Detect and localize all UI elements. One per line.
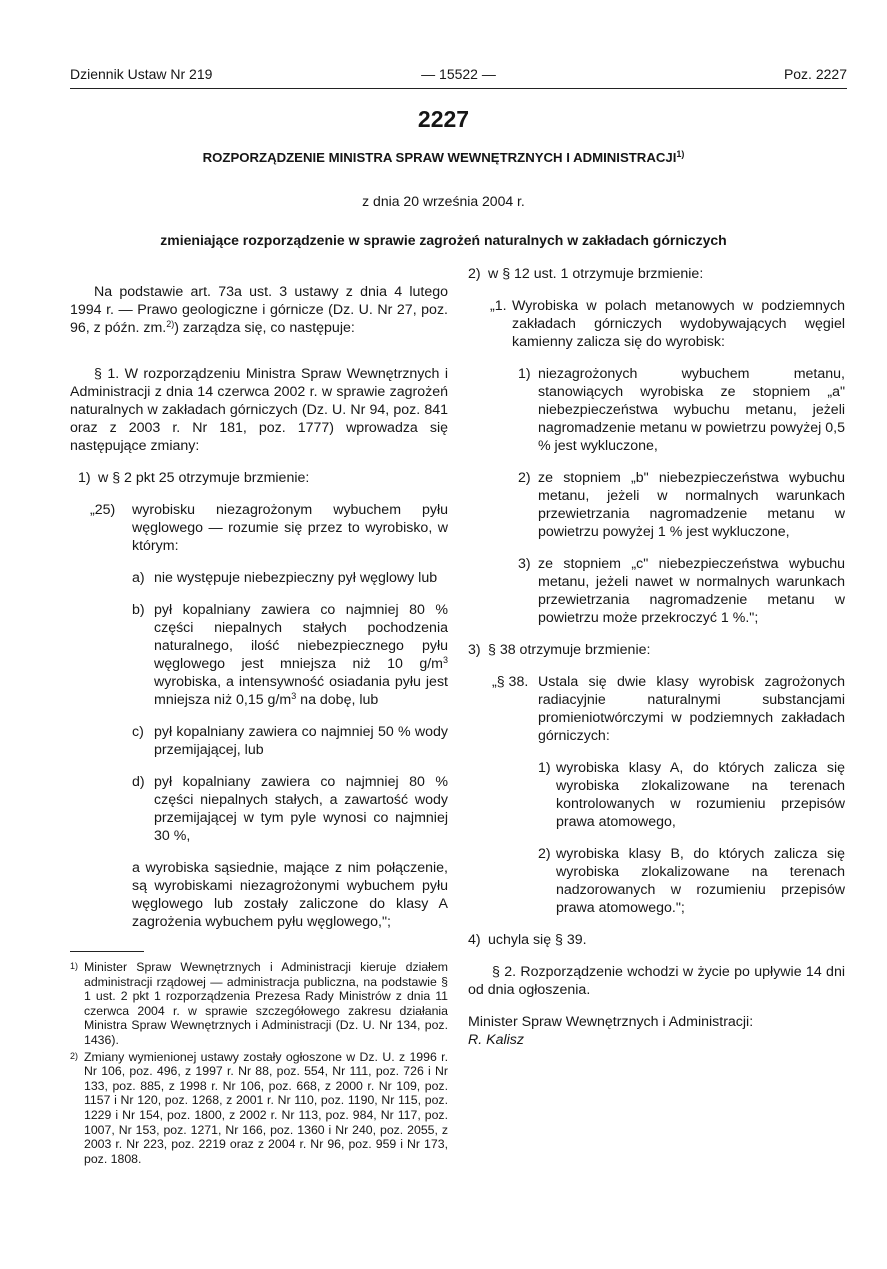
change-4 bbox=[468, 931, 845, 949]
journal-name: Dziennik Ustaw Nr 219 bbox=[70, 66, 213, 82]
position-number: 2227 bbox=[417, 106, 470, 132]
document-title bbox=[0, 150, 887, 165]
superscript: 3 bbox=[442, 655, 448, 665]
list-item-label: 1) bbox=[538, 760, 551, 776]
list-item-text: wyrobiska klasy B, do których zalicza się wyrobiska zlokalizowane na terenach nadzorowanych w rozumieniu przepisów prawa atomowego."; bbox=[556, 846, 845, 916]
change-1 bbox=[78, 469, 448, 487]
list-item-text: pył kopalniany zawiera co najmniej 80 % części niepalnych stałych pochodzenia naturalnego, ilość niebezpiecznego pyłu węglowego jest mniejsza niż 10 g/m bbox=[154, 602, 448, 672]
quote-text: Wyrobiska w polach metanowych w podziemnych zakładach górniczych wydobywających węgiel kamienny zalicza się do wyrobisk: bbox=[512, 298, 845, 350]
superscript: 3 bbox=[291, 691, 297, 701]
document-subject: zmieniające rozporządzenie w sprawie zagrożeń naturalnych w zakładach górniczych bbox=[160, 232, 727, 248]
change-2-label: 2) bbox=[468, 266, 481, 282]
list-item-text: pył kopalniany zawiera co najmniej 80 % części niepalnych stałych, a zawartość wody przemijającej w tym pyle wynosi co najmniej 30 %, bbox=[154, 774, 448, 844]
page-number: — 15522 — bbox=[421, 66, 496, 82]
document-date: z dnia 20 września 2004 r. bbox=[362, 193, 525, 209]
footnote-text: Zmiany wymienionej ustawy zostały ogłoszone w Dz. U. z 1996 r. Nr 106, poz. 496, z 1997 r. Nr 88, poz. 554, Nr 111, poz. 726 i Nr 133, poz. 885, z 1998 r. Nr 106, poz. 668, z 2000 r. Nr 109, poz. 1157 i Nr 120, poz. 1268, z 2001 r. Nr 110, poz. 1190, Nr 115, poz. 1229 i Nr 154, poz. 1800, z 2002 r. Nr 113, poz. 984, Nr 117, poz. 1007, Nr 153, poz. 1271, Nr 166, poz. 1360 i Nr 240, poz. 2055, z 2003 r. Nr 223, poz. 2219 oraz z 2004 r. Nr 96, poz. 959 i Nr 173, poz. 1808. bbox=[84, 1049, 448, 1166]
preamble-text: Na podstawie art. 73a ust. 3 ustawy z dnia 4 lutego 1994 r. — Prawo geologiczne i górnicze (Dz. U. Nr 27, poz. 96, z późn. zm. bbox=[70, 284, 448, 336]
signature-name: R. Kalisz bbox=[468, 1032, 524, 1048]
list-item-text: na dobę, lub bbox=[296, 692, 379, 708]
list-item-text: niezagrożonych wybuchem metanu, stanowiących wyrobiska ze stopniem „a" niebezpieczeństwa wybuchu metanu, jeżeli nagromadzenie metanu w powietrzu powyżej 0,5 % jest wykluczone, bbox=[538, 366, 845, 454]
list-item bbox=[468, 555, 845, 627]
list-item-label: b) bbox=[132, 602, 145, 618]
footnote-mark: 2) bbox=[70, 1050, 79, 1061]
list-item bbox=[468, 365, 845, 455]
quote-par-38 bbox=[468, 673, 845, 745]
quote-ust-1 bbox=[468, 297, 845, 351]
left-column bbox=[70, 283, 448, 930]
list-item-label: 1) bbox=[518, 366, 531, 382]
list-item bbox=[468, 759, 845, 831]
list-item-label: d) bbox=[132, 774, 145, 790]
change-3-text: § 38 otrzymuje brzmienie: bbox=[488, 642, 651, 658]
change-1-label: 1) bbox=[78, 470, 91, 486]
position-ref: Poz. 2227 bbox=[783, 66, 847, 82]
list-item-label: 3) bbox=[518, 556, 531, 572]
footnote-rule bbox=[70, 951, 144, 952]
list-item bbox=[468, 469, 845, 541]
definition-25-label: „25) bbox=[90, 502, 116, 518]
footnote-mark: 1) bbox=[70, 961, 79, 971]
change-3 bbox=[468, 641, 845, 659]
header-rule bbox=[70, 88, 847, 89]
title-footnote-ref: 1) bbox=[676, 149, 685, 159]
list-item-text: nie występuje niebezpieczny pył węglowy lub bbox=[154, 570, 438, 586]
list-item-label: 2) bbox=[518, 470, 531, 486]
right-column bbox=[468, 265, 845, 1063]
definition-closing-text: a wyrobiska sąsiednie, mające z nim połączenie, są wyrobiskami niezagrożonymi wybuchem pyłu węglowego lub zostały zaliczone do klasy A zagrożenia wybuchem pyłu węglowego,"; bbox=[132, 860, 448, 930]
list-item bbox=[70, 601, 448, 709]
list-item-text: ze stopniem „c" niebezpieczeństwa wybuchu metanu, jeżeli nawet w normalnych warunkach przewietrzania nagromadzenie metanu w powietrzu może przekroczyć 1 %."; bbox=[538, 556, 845, 626]
preamble-text-end: ) zarządza się, co następuje: bbox=[174, 320, 355, 336]
list-item-label: 2) bbox=[538, 846, 551, 862]
paragraph-1-intro: § 1. W rozporządzeniu Ministra Spraw Wewnętrznych i Administracji z dnia 14 czerwca 2002 r. w sprawie zagrożeń naturalnych w zakładach górniczych (Dz. U. Nr 94, poz. 841 oraz z 2003 r. Nr 181, poz. 1777) wprowadza się następujące zmiany: bbox=[70, 366, 448, 454]
change-3-label: 3) bbox=[468, 642, 481, 658]
running-header bbox=[70, 66, 847, 86]
quote-label: „§ 38. bbox=[492, 674, 529, 690]
definition-25-text: wyrobisku niezagrożonym wybuchem pyłu węglowego — rozumie się przez to wyrobisko, w którym: bbox=[132, 502, 448, 554]
paragraph-2: § 2. Rozporządzenie wchodzi w życie po upływie 14 dni od dnia ogłoszenia. bbox=[468, 964, 845, 998]
change-1-text: w § 2 pkt 25 otrzymuje brzmienie: bbox=[98, 470, 310, 486]
footnotes bbox=[70, 960, 448, 1168]
title-text: ROZPORZĄDZENIE MINISTRA SPRAW WEWNĘTRZNYCH I ADMINISTRACJI bbox=[202, 150, 677, 165]
quote-text: Ustala się dwie klasy wyrobisk zagrożonych radiacyjnie naturalnymi substancjami promieniotwórczymi w podziemnych zakładach górniczych: bbox=[538, 674, 845, 744]
list-item bbox=[70, 569, 448, 587]
list-item-text: wyrobiska klasy A, do których zalicza się wyrobiska zlokalizowane na terenach kontrolowanych w rozumieniu przepisów prawa atomowego, bbox=[556, 760, 845, 830]
list-item bbox=[70, 773, 448, 845]
list-item bbox=[70, 723, 448, 759]
definition-closing bbox=[132, 859, 448, 930]
change-4-text: uchyla się § 39. bbox=[488, 932, 587, 948]
change-2 bbox=[468, 265, 845, 283]
change-4-label: 4) bbox=[468, 932, 481, 948]
footnote-text: Minister Spraw Wewnętrznych i Administracji kieruje działem administracji rządowej — administracja publiczna, na podstawie § 1 ust. 2 pkt 1 rozporządzenia Prezesa Rady Ministrów z dnia 11 czerwca 2004 r. w sprawie szczegółowego zakresu działania Ministra Spraw Wewnętrznych i Administracji (Dz. U. Nr 134, poz. 1436). bbox=[84, 960, 448, 1047]
preamble bbox=[70, 283, 448, 337]
definition-25 bbox=[70, 501, 448, 555]
preamble-footnote-ref: 2) bbox=[166, 319, 175, 329]
list-item-text: wyrobiska, a intensywność osiadania pyłu jest mniejsza niż 0,15 g/m bbox=[154, 674, 448, 708]
footnote bbox=[70, 960, 448, 1048]
list-item-label: a) bbox=[132, 570, 145, 586]
list-item-text: pył kopalniany zawiera co najmniej 50 % wody przemijającej, lub bbox=[154, 724, 448, 758]
list-item-text: ze stopniem „b" niebezpieczeństwa wybuchu metanu, jeżeli w normalnych warunkach przewietrzania nagromadzenie metanu w powietrzu powyżej 1 % jest wykluczone, bbox=[538, 470, 845, 540]
list-item-label: c) bbox=[132, 724, 144, 740]
list-item bbox=[468, 845, 845, 917]
footnote bbox=[70, 1050, 448, 1167]
quote-label: „1. bbox=[490, 298, 507, 314]
change-2-text: w § 12 ust. 1 otrzymuje brzmienie: bbox=[488, 266, 704, 282]
signature-role: Minister Spraw Wewnętrznych i Administracji: bbox=[468, 1014, 754, 1030]
